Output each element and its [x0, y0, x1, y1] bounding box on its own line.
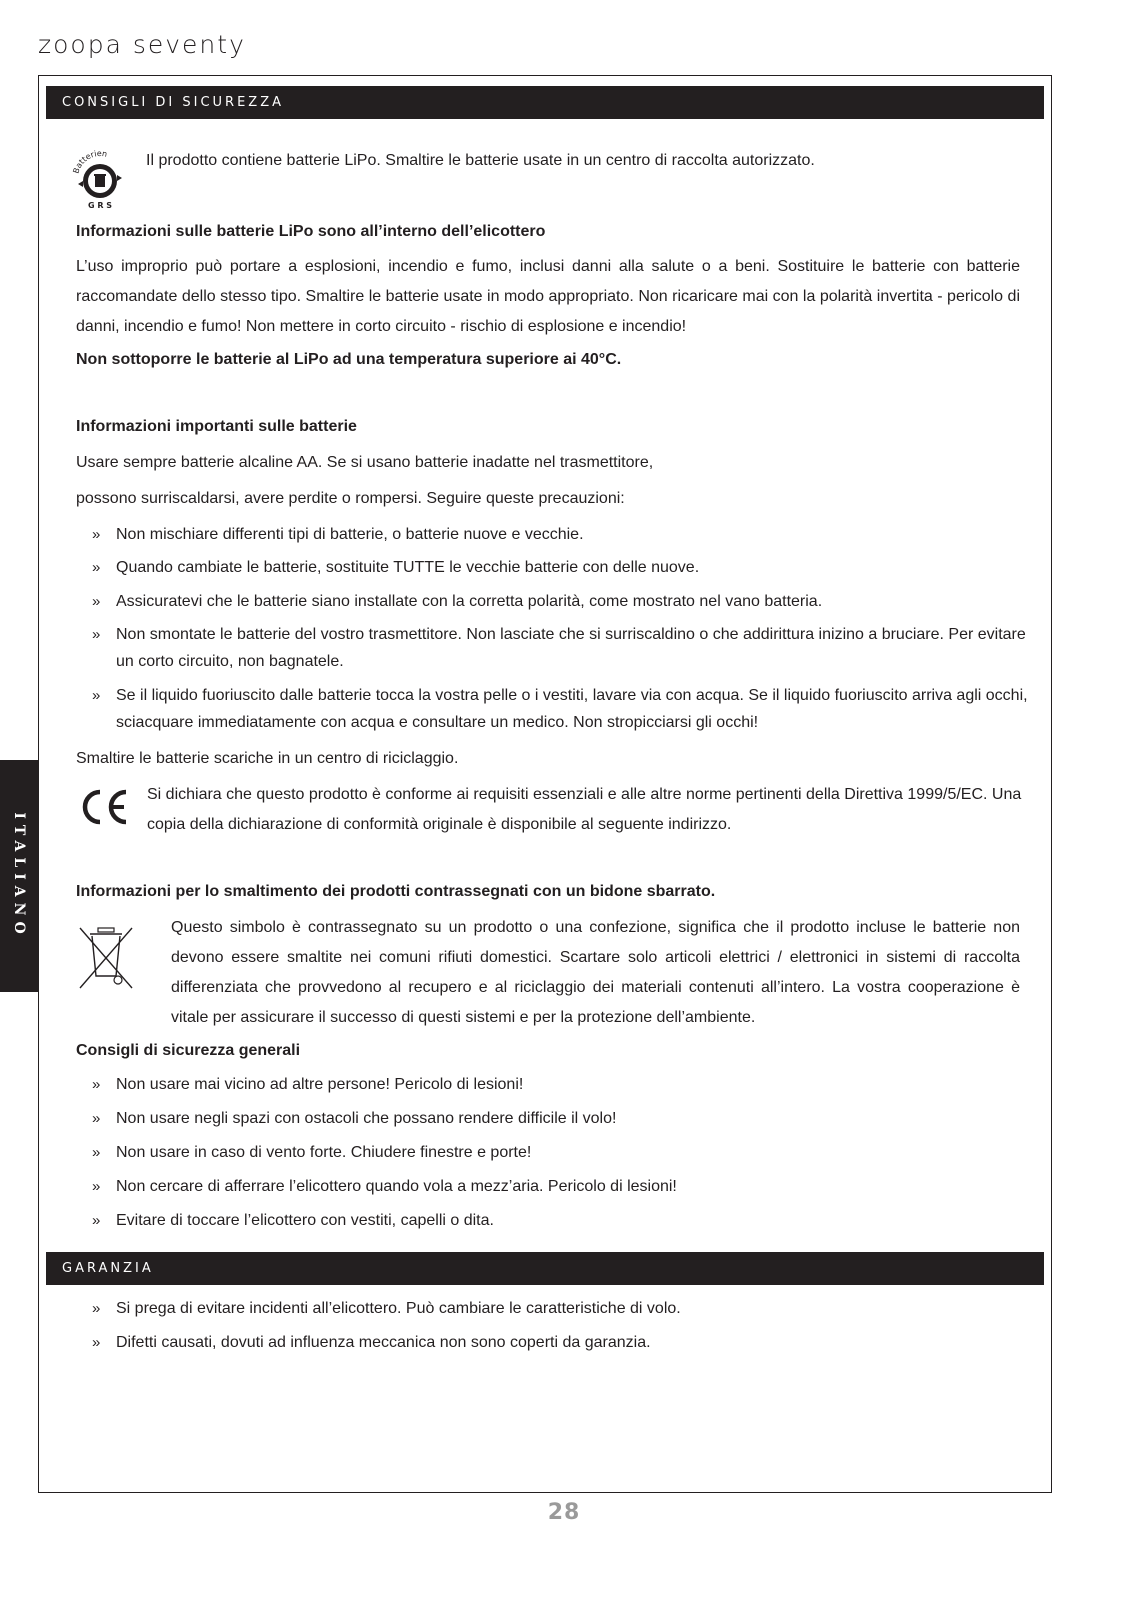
bullet-mark: »: [92, 1178, 101, 1195]
bullet-text: Non cercare di afferrare l’elicottero quando vola a mezz’aria. Pericolo di lesioni!: [116, 1178, 677, 1195]
battery-logo-top-text: Batterien: [71, 148, 108, 175]
list-item: [92, 521, 1032, 548]
list-item: [92, 682, 1032, 736]
bullet-mark: »: [92, 1076, 101, 1093]
batteries-heading: Informazioni importanti sulle batterie: [76, 418, 357, 435]
lipo-body: L’uso improprio può portare a esplosioni, incendio e fumo, inclusi danni alla salute o a beni. Sostituire le batterie con batterie raccomandate dello stesso tipo. Smaltire le batterie usate in modo appropriato. Non ricaricare mai con la polarità invertita - pericolo di danni, incendio e fumo! Non mettere in corto circuito - rischio di esplosione e incendio!: [76, 258, 1020, 335]
battery-logo-bottom-text: G R S: [87, 201, 113, 210]
bullet-mark: »: [92, 1144, 101, 1161]
batteries-intro-2: possono surriscaldarsi, avere perdite o rompersi. Seguire queste precauzioni:: [76, 490, 625, 507]
recycle-note: Smaltire le batterie scariche in un centro di riciclaggio.: [76, 750, 459, 767]
bullet-mark: »: [92, 1334, 101, 1351]
bullet-text: Non usare mai vicino ad altre persone! Pericolo di lesioni!: [116, 1076, 524, 1093]
lipo-notice: Il prodotto contiene batterie LiPo. Smaltire le batterie usate in un centro di raccolta autorizzato.: [146, 152, 815, 169]
bullet-mark: »: [92, 626, 101, 643]
ce-mark-icon: [76, 786, 132, 828]
batteries-intro-1: Usare sempre batterie alcaline AA. Se si usano batterie inadatte nel trasmettitore,: [76, 454, 654, 471]
bullet-mark: »: [92, 1300, 101, 1317]
bullet-text: Non usare in caso di vento forte. Chiudere finestre e porte!: [116, 1144, 532, 1161]
disposal-text: Questo simbolo è contrassegnato su un prodotto o una confezione, significa che il prodotto incluse le batterie non devono essere smaltite nei comuni rifiuti domestici. Scartare solo articoli elettrici / elettronici in sistemi di raccolta differenziata che provvedono al recupero e al riciclaggio dei materiali contenuti all’intero. La vostra cooperazione è vitale per assicurare il successo di questi sistemi e per la protezione dell’ambiente.: [171, 919, 1020, 1026]
section-header-warranty: GARANZIA: [46, 1252, 1044, 1285]
lipo-temperature-warning: Non sottoporre le batterie al LiPo ad una temperatura superiore ai 40°C.: [76, 351, 622, 368]
bullet-mark: »: [92, 526, 101, 543]
bullet-text: Difetti causati, dovuti ad influenza meccanica non sono coperti da garanzia.: [116, 1334, 651, 1351]
list-item: [92, 1071, 1032, 1098]
bullet-text: Quando cambiate le batterie, sostituite TUTTE le vecchie batterie con delle nuove.: [116, 559, 700, 576]
disposal-heading: Informazioni per lo smaltimento dei prodotti contrassegnati con un bidone sbarrato.: [76, 883, 716, 900]
bullet-mark: »: [92, 593, 101, 610]
brand-logo: zoopa seventy: [38, 30, 246, 59]
list-item: [92, 1329, 1032, 1356]
battery-recycling-icon: [70, 148, 130, 212]
list-item: [92, 1173, 1032, 1200]
list-item: [92, 1105, 1032, 1132]
bullet-text: Non mischiare differenti tipi di batterie, o batterie nuove e vecchie.: [116, 526, 584, 543]
lipo-heading: Informazioni sulle batterie LiPo sono all’interno dell’elicottero: [76, 223, 546, 240]
ce-declaration: Si dichiara che questo prodotto è conforme ai requisiti essenziali e alle altre norme pertinenti della Direttiva 1999/5/EC. Una copia della dichiarazione di conformità originale è disponibile al seguente indirizzo.: [147, 786, 1022, 833]
page-number: 28: [547, 1500, 581, 1525]
list-item: [92, 1295, 1032, 1322]
list-item: [92, 1207, 1032, 1234]
list-item: [92, 1139, 1032, 1166]
crossed-bin-icon: [74, 922, 138, 994]
bullet-mark: »: [92, 1212, 101, 1229]
bullet-text: Non usare negli spazi con ostacoli che possano rendere difficile il volo!: [116, 1110, 617, 1127]
bullet-mark: »: [92, 559, 101, 576]
list-item: [92, 621, 1032, 675]
language-tab: [0, 760, 38, 992]
bullet-text: Evitare di toccare l’elicottero con vestiti, capelli o dita.: [116, 1212, 494, 1229]
bullet-text: Non smontate le batterie del vostro trasmettitore. Non lasciate che si surriscaldino o che addirittura inizino a bruciare. Per evitare un corto circuito, non bagnatele.: [116, 626, 1026, 670]
list-item: [92, 554, 1032, 581]
bullet-text: Si prega di evitare incidenti all’elicottero. Può cambiare le caratteristiche di volo.: [116, 1300, 681, 1317]
general-safety-heading: Consigli di sicurezza generali: [76, 1042, 301, 1059]
bullet-mark: »: [92, 687, 101, 704]
language-tab-label: ITALIANO: [11, 812, 27, 940]
list-item: [92, 588, 1032, 615]
bullet-text: Se il liquido fuoriuscito dalle batterie tocca la vostra pelle o i vestiti, lavare via con acqua. Se il liquido fuoriuscito arriva agli occhi, sciacquare immediatamente con acqua e consultare un medico. Non stropicciarsi gli occhi!: [116, 687, 1028, 731]
bullet-mark: »: [92, 1110, 101, 1127]
bullet-text: Assicuratevi che le batterie siano installate con la corretta polarità, come mostrato nel vano batteria.: [116, 593, 823, 610]
section-header-safety: CONSIGLI DI SICUREZZA: [46, 86, 1044, 119]
